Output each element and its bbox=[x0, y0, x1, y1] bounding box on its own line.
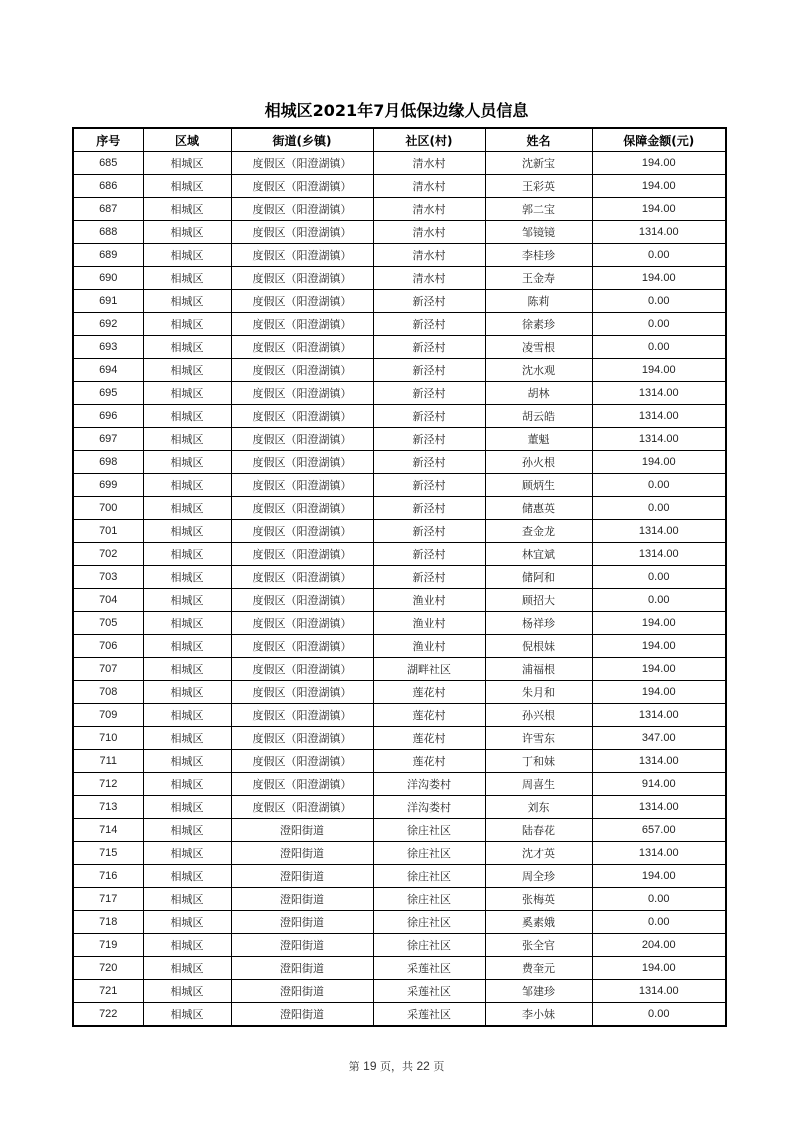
recipients-table bbox=[72, 127, 727, 1027]
table-row bbox=[73, 152, 726, 175]
cell-community: 新泾村 bbox=[373, 497, 485, 520]
cell-district: 相城区 bbox=[143, 152, 231, 175]
column-header-name: 姓名 bbox=[485, 128, 592, 152]
cell-amount: 194.00 bbox=[592, 198, 726, 221]
cell-index: 695 bbox=[73, 382, 143, 405]
cell-district: 相城区 bbox=[143, 589, 231, 612]
cell-community: 徐庄社区 bbox=[373, 842, 485, 865]
table-row bbox=[73, 428, 726, 451]
cell-district: 相城区 bbox=[143, 313, 231, 336]
cell-index: 703 bbox=[73, 566, 143, 589]
cell-index: 710 bbox=[73, 727, 143, 750]
cell-community: 新泾村 bbox=[373, 474, 485, 497]
cell-street: 度假区（阳澄湖镇） bbox=[231, 497, 373, 520]
cell-street: 度假区（阳澄湖镇） bbox=[231, 267, 373, 290]
cell-amount: 194.00 bbox=[592, 359, 726, 382]
cell-amount: 0.00 bbox=[592, 888, 726, 911]
cell-index: 714 bbox=[73, 819, 143, 842]
column-header-community: 社区(村) bbox=[373, 128, 485, 152]
table-row bbox=[73, 612, 726, 635]
table-row bbox=[73, 773, 726, 796]
cell-name: 查金龙 bbox=[485, 520, 592, 543]
cell-index: 721 bbox=[73, 980, 143, 1003]
cell-amount: 0.00 bbox=[592, 290, 726, 313]
cell-index: 705 bbox=[73, 612, 143, 635]
cell-index: 690 bbox=[73, 267, 143, 290]
cell-community: 洋沟娄村 bbox=[373, 796, 485, 819]
cell-name: 朱月和 bbox=[485, 681, 592, 704]
cell-community: 清水村 bbox=[373, 175, 485, 198]
cell-street: 度假区（阳澄湖镇） bbox=[231, 152, 373, 175]
cell-street: 度假区（阳澄湖镇） bbox=[231, 244, 373, 267]
cell-street: 度假区（阳澄湖镇） bbox=[231, 681, 373, 704]
cell-amount: 194.00 bbox=[592, 957, 726, 980]
footer-suffix: 页 bbox=[433, 1060, 445, 1073]
cell-index: 709 bbox=[73, 704, 143, 727]
cell-amount: 1314.00 bbox=[592, 520, 726, 543]
cell-district: 相城区 bbox=[143, 865, 231, 888]
table-row bbox=[73, 520, 726, 543]
table-row bbox=[73, 336, 726, 359]
cell-name: 杨祥珍 bbox=[485, 612, 592, 635]
page-footer bbox=[0, 1058, 793, 1074]
cell-name: 王彩英 bbox=[485, 175, 592, 198]
table-row bbox=[73, 888, 726, 911]
cell-community: 采莲社区 bbox=[373, 980, 485, 1003]
table-row bbox=[73, 750, 726, 773]
cell-name: 浦福根 bbox=[485, 658, 592, 681]
cell-community: 新泾村 bbox=[373, 428, 485, 451]
table-row bbox=[73, 635, 726, 658]
cell-amount: 1314.00 bbox=[592, 405, 726, 428]
cell-index: 702 bbox=[73, 543, 143, 566]
cell-district: 相城区 bbox=[143, 1003, 231, 1027]
cell-index: 708 bbox=[73, 681, 143, 704]
table-row bbox=[73, 1003, 726, 1027]
cell-district: 相城区 bbox=[143, 819, 231, 842]
cell-community: 莲花村 bbox=[373, 727, 485, 750]
table-row bbox=[73, 842, 726, 865]
table-row bbox=[73, 497, 726, 520]
table-row bbox=[73, 727, 726, 750]
cell-name: 邹镜镜 bbox=[485, 221, 592, 244]
footer-mid: 页，共 bbox=[380, 1060, 413, 1073]
table-row bbox=[73, 658, 726, 681]
cell-community: 清水村 bbox=[373, 267, 485, 290]
cell-amount: 1314.00 bbox=[592, 750, 726, 773]
table-row bbox=[73, 566, 726, 589]
cell-district: 相城区 bbox=[143, 543, 231, 566]
cell-name: 储阿和 bbox=[485, 566, 592, 589]
cell-district: 相城区 bbox=[143, 428, 231, 451]
cell-amount: 194.00 bbox=[592, 865, 726, 888]
table-row bbox=[73, 382, 726, 405]
cell-community: 清水村 bbox=[373, 152, 485, 175]
cell-name: 顾招大 bbox=[485, 589, 592, 612]
cell-street: 澄阳街道 bbox=[231, 980, 373, 1003]
cell-district: 相城区 bbox=[143, 704, 231, 727]
cell-amount: 347.00 bbox=[592, 727, 726, 750]
cell-district: 相城区 bbox=[143, 773, 231, 796]
cell-amount: 0.00 bbox=[592, 1003, 726, 1027]
cell-community: 徐庄社区 bbox=[373, 888, 485, 911]
cell-district: 相城区 bbox=[143, 980, 231, 1003]
table-row bbox=[73, 290, 726, 313]
cell-district: 相城区 bbox=[143, 221, 231, 244]
cell-amount: 0.00 bbox=[592, 911, 726, 934]
cell-district: 相城区 bbox=[143, 336, 231, 359]
cell-district: 相城区 bbox=[143, 911, 231, 934]
cell-name: 徐素珍 bbox=[485, 313, 592, 336]
table-row bbox=[73, 543, 726, 566]
cell-district: 相城区 bbox=[143, 658, 231, 681]
cell-name: 孙火根 bbox=[485, 451, 592, 474]
table-row bbox=[73, 175, 726, 198]
cell-district: 相城区 bbox=[143, 497, 231, 520]
cell-community: 新泾村 bbox=[373, 359, 485, 382]
cell-community: 新泾村 bbox=[373, 543, 485, 566]
cell-amount: 1314.00 bbox=[592, 704, 726, 727]
cell-street: 澄阳街道 bbox=[231, 819, 373, 842]
cell-street: 度假区（阳澄湖镇） bbox=[231, 658, 373, 681]
table-row bbox=[73, 957, 726, 980]
cell-community: 新泾村 bbox=[373, 313, 485, 336]
cell-index: 696 bbox=[73, 405, 143, 428]
cell-district: 相城区 bbox=[143, 175, 231, 198]
cell-name: 许雪东 bbox=[485, 727, 592, 750]
cell-street: 度假区（阳澄湖镇） bbox=[231, 175, 373, 198]
cell-community: 洋沟娄村 bbox=[373, 773, 485, 796]
cell-district: 相城区 bbox=[143, 842, 231, 865]
cell-street: 澄阳街道 bbox=[231, 1003, 373, 1027]
cell-community: 莲花村 bbox=[373, 750, 485, 773]
cell-name: 倪根妹 bbox=[485, 635, 592, 658]
table-row bbox=[73, 244, 726, 267]
cell-community: 清水村 bbox=[373, 198, 485, 221]
cell-street: 度假区（阳澄湖镇） bbox=[231, 382, 373, 405]
cell-index: 704 bbox=[73, 589, 143, 612]
cell-index: 689 bbox=[73, 244, 143, 267]
table-row bbox=[73, 313, 726, 336]
table-row bbox=[73, 267, 726, 290]
cell-index: 699 bbox=[73, 474, 143, 497]
cell-street: 度假区（阳澄湖镇） bbox=[231, 543, 373, 566]
cell-amount: 1314.00 bbox=[592, 980, 726, 1003]
cell-amount: 1314.00 bbox=[592, 382, 726, 405]
cell-index: 698 bbox=[73, 451, 143, 474]
cell-name: 李小妹 bbox=[485, 1003, 592, 1027]
cell-community: 渔业村 bbox=[373, 635, 485, 658]
cell-name: 郭二宝 bbox=[485, 198, 592, 221]
table-row bbox=[73, 221, 726, 244]
cell-district: 相城区 bbox=[143, 566, 231, 589]
cell-amount: 0.00 bbox=[592, 244, 726, 267]
cell-index: 700 bbox=[73, 497, 143, 520]
cell-amount: 204.00 bbox=[592, 934, 726, 957]
cell-street: 度假区（阳澄湖镇） bbox=[231, 198, 373, 221]
cell-amount: 0.00 bbox=[592, 497, 726, 520]
cell-community: 渔业村 bbox=[373, 612, 485, 635]
cell-district: 相城区 bbox=[143, 267, 231, 290]
cell-index: 697 bbox=[73, 428, 143, 451]
cell-name: 陆春花 bbox=[485, 819, 592, 842]
cell-district: 相城区 bbox=[143, 198, 231, 221]
table-row bbox=[73, 704, 726, 727]
cell-community: 湖畔社区 bbox=[373, 658, 485, 681]
cell-name: 丁和妹 bbox=[485, 750, 592, 773]
footer-total-pages: 22 bbox=[416, 1059, 430, 1073]
cell-amount: 0.00 bbox=[592, 336, 726, 359]
cell-name: 张全官 bbox=[485, 934, 592, 957]
cell-street: 度假区（阳澄湖镇） bbox=[231, 750, 373, 773]
cell-community: 徐庄社区 bbox=[373, 934, 485, 957]
cell-community: 采莲社区 bbox=[373, 1003, 485, 1027]
cell-district: 相城区 bbox=[143, 451, 231, 474]
table-row bbox=[73, 198, 726, 221]
table-row bbox=[73, 405, 726, 428]
cell-amount: 0.00 bbox=[592, 589, 726, 612]
table-row bbox=[73, 819, 726, 842]
table-row bbox=[73, 911, 726, 934]
cell-community: 新泾村 bbox=[373, 290, 485, 313]
cell-amount: 194.00 bbox=[592, 635, 726, 658]
cell-street: 度假区（阳澄湖镇） bbox=[231, 520, 373, 543]
cell-index: 706 bbox=[73, 635, 143, 658]
cell-name: 邹建珍 bbox=[485, 980, 592, 1003]
cell-index: 716 bbox=[73, 865, 143, 888]
cell-name: 奚素娥 bbox=[485, 911, 592, 934]
cell-amount: 657.00 bbox=[592, 819, 726, 842]
table-row bbox=[73, 474, 726, 497]
cell-index: 715 bbox=[73, 842, 143, 865]
cell-index: 711 bbox=[73, 750, 143, 773]
cell-district: 相城区 bbox=[143, 934, 231, 957]
cell-community: 徐庄社区 bbox=[373, 819, 485, 842]
cell-street: 度假区（阳澄湖镇） bbox=[231, 313, 373, 336]
cell-community: 新泾村 bbox=[373, 382, 485, 405]
cell-name: 储惠英 bbox=[485, 497, 592, 520]
cell-street: 度假区（阳澄湖镇） bbox=[231, 635, 373, 658]
table-body bbox=[73, 152, 726, 1027]
cell-index: 694 bbox=[73, 359, 143, 382]
cell-amount: 914.00 bbox=[592, 773, 726, 796]
footer-page-number: 19 bbox=[363, 1059, 377, 1073]
cell-name: 张梅英 bbox=[485, 888, 592, 911]
cell-name: 凌雪根 bbox=[485, 336, 592, 359]
cell-district: 相城区 bbox=[143, 382, 231, 405]
cell-street: 澄阳街道 bbox=[231, 865, 373, 888]
footer-prefix: 第 bbox=[348, 1060, 360, 1073]
cell-name: 胡林 bbox=[485, 382, 592, 405]
cell-street: 度假区（阳澄湖镇） bbox=[231, 474, 373, 497]
table-row bbox=[73, 589, 726, 612]
cell-amount: 194.00 bbox=[592, 612, 726, 635]
cell-street: 澄阳街道 bbox=[231, 911, 373, 934]
table-row bbox=[73, 451, 726, 474]
cell-amount: 1314.00 bbox=[592, 842, 726, 865]
cell-street: 度假区（阳澄湖镇） bbox=[231, 704, 373, 727]
table-row bbox=[73, 980, 726, 1003]
table-row bbox=[73, 359, 726, 382]
cell-street: 度假区（阳澄湖镇） bbox=[231, 221, 373, 244]
table-row bbox=[73, 796, 726, 819]
cell-district: 相城区 bbox=[143, 681, 231, 704]
cell-community: 采莲社区 bbox=[373, 957, 485, 980]
cell-community: 莲花村 bbox=[373, 704, 485, 727]
table-row bbox=[73, 681, 726, 704]
cell-street: 度假区（阳澄湖镇） bbox=[231, 451, 373, 474]
cell-community: 新泾村 bbox=[373, 566, 485, 589]
cell-community: 渔业村 bbox=[373, 589, 485, 612]
cell-name: 李桂珍 bbox=[485, 244, 592, 267]
cell-name: 费奎元 bbox=[485, 957, 592, 980]
cell-district: 相城区 bbox=[143, 796, 231, 819]
cell-district: 相城区 bbox=[143, 405, 231, 428]
cell-index: 719 bbox=[73, 934, 143, 957]
cell-name: 周喜生 bbox=[485, 773, 592, 796]
cell-district: 相城区 bbox=[143, 474, 231, 497]
cell-street: 度假区（阳澄湖镇） bbox=[231, 589, 373, 612]
cell-amount: 1314.00 bbox=[592, 543, 726, 566]
cell-district: 相城区 bbox=[143, 888, 231, 911]
cell-index: 692 bbox=[73, 313, 143, 336]
table-header-row bbox=[73, 128, 726, 152]
cell-district: 相城区 bbox=[143, 750, 231, 773]
cell-street: 度假区（阳澄湖镇） bbox=[231, 727, 373, 750]
cell-index: 685 bbox=[73, 152, 143, 175]
cell-district: 相城区 bbox=[143, 290, 231, 313]
cell-street: 澄阳街道 bbox=[231, 888, 373, 911]
cell-street: 度假区（阳澄湖镇） bbox=[231, 405, 373, 428]
column-header-street: 街道(乡镇) bbox=[231, 128, 373, 152]
cell-community: 清水村 bbox=[373, 244, 485, 267]
cell-district: 相城区 bbox=[143, 727, 231, 750]
cell-name: 沈才英 bbox=[485, 842, 592, 865]
cell-district: 相城区 bbox=[143, 957, 231, 980]
cell-community: 清水村 bbox=[373, 221, 485, 244]
cell-index: 712 bbox=[73, 773, 143, 796]
cell-amount: 1314.00 bbox=[592, 428, 726, 451]
cell-index: 686 bbox=[73, 175, 143, 198]
cell-amount: 194.00 bbox=[592, 267, 726, 290]
cell-street: 澄阳街道 bbox=[231, 934, 373, 957]
cell-name: 陈莉 bbox=[485, 290, 592, 313]
cell-index: 713 bbox=[73, 796, 143, 819]
cell-community: 徐庄社区 bbox=[373, 865, 485, 888]
cell-index: 691 bbox=[73, 290, 143, 313]
cell-name: 孙兴根 bbox=[485, 704, 592, 727]
cell-street: 澄阳街道 bbox=[231, 842, 373, 865]
column-header-district: 区域 bbox=[143, 128, 231, 152]
column-header-amount: 保障金额(元) bbox=[592, 128, 726, 152]
cell-community: 莲花村 bbox=[373, 681, 485, 704]
table-row bbox=[73, 865, 726, 888]
cell-amount: 0.00 bbox=[592, 566, 726, 589]
cell-district: 相城区 bbox=[143, 520, 231, 543]
cell-street: 度假区（阳澄湖镇） bbox=[231, 612, 373, 635]
cell-index: 717 bbox=[73, 888, 143, 911]
cell-community: 新泾村 bbox=[373, 405, 485, 428]
cell-street: 度假区（阳澄湖镇） bbox=[231, 290, 373, 313]
cell-district: 相城区 bbox=[143, 244, 231, 267]
cell-index: 693 bbox=[73, 336, 143, 359]
cell-street: 度假区（阳澄湖镇） bbox=[231, 336, 373, 359]
cell-amount: 194.00 bbox=[592, 451, 726, 474]
cell-street: 度假区（阳澄湖镇） bbox=[231, 773, 373, 796]
cell-amount: 194.00 bbox=[592, 152, 726, 175]
cell-street: 度假区（阳澄湖镇） bbox=[231, 796, 373, 819]
cell-index: 688 bbox=[73, 221, 143, 244]
cell-name: 沈新宝 bbox=[485, 152, 592, 175]
cell-index: 720 bbox=[73, 957, 143, 980]
document-title: 相城区2021年7月低保边缘人员信息 bbox=[264, 101, 529, 120]
cell-amount: 194.00 bbox=[592, 658, 726, 681]
cell-name: 林宜斌 bbox=[485, 543, 592, 566]
cell-index: 687 bbox=[73, 198, 143, 221]
column-header-index: 序号 bbox=[73, 128, 143, 152]
cell-community: 新泾村 bbox=[373, 520, 485, 543]
cell-name: 沈水观 bbox=[485, 359, 592, 382]
cell-amount: 0.00 bbox=[592, 474, 726, 497]
cell-index: 718 bbox=[73, 911, 143, 934]
cell-index: 701 bbox=[73, 520, 143, 543]
cell-community: 新泾村 bbox=[373, 451, 485, 474]
cell-name: 胡云皓 bbox=[485, 405, 592, 428]
cell-street: 度假区（阳澄湖镇） bbox=[231, 359, 373, 382]
cell-community: 新泾村 bbox=[373, 336, 485, 359]
cell-district: 相城区 bbox=[143, 359, 231, 382]
cell-community: 徐庄社区 bbox=[373, 911, 485, 934]
cell-name: 周全珍 bbox=[485, 865, 592, 888]
cell-street: 澄阳街道 bbox=[231, 957, 373, 980]
cell-district: 相城区 bbox=[143, 635, 231, 658]
cell-amount: 194.00 bbox=[592, 681, 726, 704]
cell-name: 王金寿 bbox=[485, 267, 592, 290]
cell-district: 相城区 bbox=[143, 612, 231, 635]
cell-index: 707 bbox=[73, 658, 143, 681]
cell-amount: 1314.00 bbox=[592, 221, 726, 244]
cell-name: 董魁 bbox=[485, 428, 592, 451]
table-row bbox=[73, 934, 726, 957]
cell-amount: 1314.00 bbox=[592, 796, 726, 819]
cell-name: 顾炳生 bbox=[485, 474, 592, 497]
cell-street: 度假区（阳澄湖镇） bbox=[231, 428, 373, 451]
cell-index: 722 bbox=[73, 1003, 143, 1027]
cell-amount: 194.00 bbox=[592, 175, 726, 198]
cell-amount: 0.00 bbox=[592, 313, 726, 336]
cell-street: 度假区（阳澄湖镇） bbox=[231, 566, 373, 589]
cell-name: 刘东 bbox=[485, 796, 592, 819]
